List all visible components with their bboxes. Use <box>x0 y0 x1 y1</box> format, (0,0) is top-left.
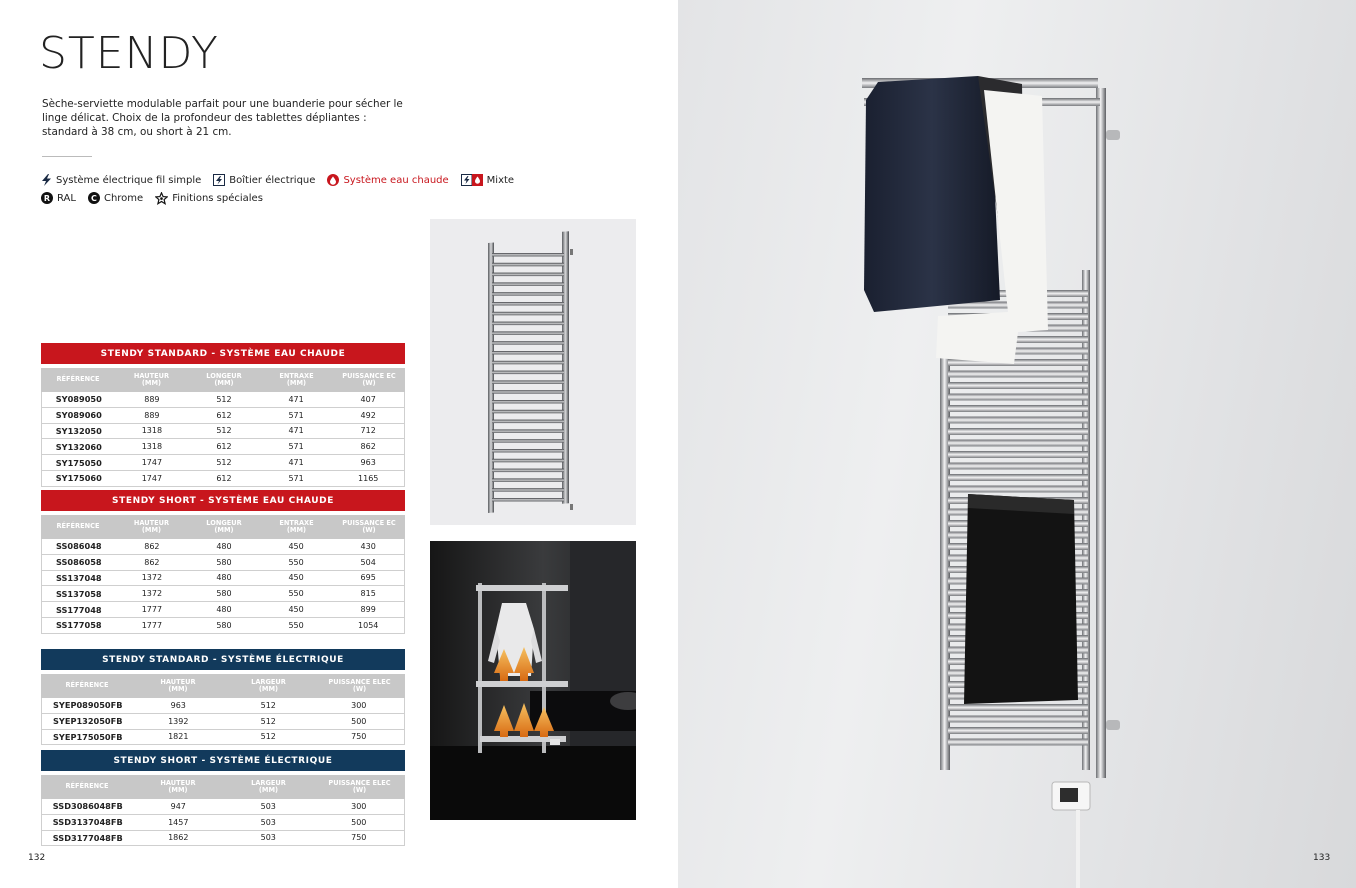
value-cell: 1392 <box>168 716 189 726</box>
value-cell: 1747 <box>141 473 163 483</box>
legend-item-chrome <box>88 192 143 204</box>
value-cell: 480 <box>216 605 232 615</box>
column-header: RÉFÉRENCE <box>56 375 100 384</box>
legend-item-boitier <box>213 174 315 186</box>
table-row <box>41 714 405 730</box>
table-standard-eau-chaude <box>41 343 405 487</box>
product-description: Sèche-serviette modulable parfait pour une buanderie pour sécher le linge délicat. Choix de la profondeur des tablettes dépliantes : standard à 38 cm, ou short à 21 cm. <box>42 98 403 138</box>
value-cell: 580 <box>216 620 232 630</box>
value-cell: 862 <box>144 557 160 567</box>
column-header: HAUTEUR (MM) <box>160 778 196 794</box>
value-cell: 512 <box>260 716 276 726</box>
ral-icon: R <box>41 192 53 204</box>
water-drop-icon <box>327 174 339 186</box>
value-cell: 612 <box>216 442 232 452</box>
value-cell: 450 <box>288 541 304 551</box>
value-cell: 862 <box>144 541 160 551</box>
legend-row-systems <box>41 171 515 189</box>
value-cell: 550 <box>288 620 304 630</box>
reference-cell: SS086058 <box>55 557 102 568</box>
reference-cell: SSD3137048FB <box>52 817 123 828</box>
electric-box-icon <box>213 174 225 186</box>
right-page-hero-photo <box>678 0 1356 888</box>
table-body <box>41 539 405 634</box>
table-row <box>41 571 405 587</box>
value-cell: 750 <box>351 732 367 742</box>
value-cell: 504 <box>360 557 376 567</box>
legend-item-eau-chaude <box>327 174 448 186</box>
hero-radiator-illustration <box>678 0 1356 888</box>
value-cell: 571 <box>288 410 304 420</box>
value-cell: 1457 <box>168 817 189 827</box>
table-row <box>41 471 405 487</box>
reference-cell: SYEP132050FB <box>53 716 123 727</box>
value-cell: 750 <box>351 833 367 843</box>
value-cell: 1862 <box>168 833 189 843</box>
value-cell: 963 <box>170 700 186 710</box>
column-header: HAUTEUR (MM) <box>133 518 170 534</box>
reference-cell: SS086048 <box>55 541 102 552</box>
value-cell: 889 <box>144 394 160 404</box>
value-cell: 480 <box>216 573 232 583</box>
value-cell: 430 <box>360 541 376 551</box>
table-row <box>41 439 405 455</box>
page-title: STENDY <box>39 28 219 79</box>
value-cell: 300 <box>351 801 367 811</box>
column-header: LARGEUR (MM) <box>251 778 286 794</box>
value-cell: 1165 <box>358 473 379 483</box>
column-header: RÉFÉRENCE <box>65 782 109 791</box>
table-row <box>41 424 405 440</box>
table-row <box>41 392 405 408</box>
reference-cell: SY132050 <box>55 425 102 436</box>
value-cell: 1054 <box>358 620 379 630</box>
value-cell: 512 <box>216 426 232 436</box>
value-cell: 492 <box>360 410 376 420</box>
value-cell: 512 <box>216 458 232 468</box>
value-cell: 471 <box>288 458 304 468</box>
reference-cell: SSD3177048FB <box>52 832 123 843</box>
legend-item-ral <box>41 192 76 204</box>
legend-item-fil-simple <box>41 174 201 186</box>
column-header: LONGEUR (MM) <box>206 518 242 534</box>
table-body <box>41 799 405 846</box>
legend-row-finishes <box>41 189 501 207</box>
table-short-electrique <box>41 750 405 846</box>
table-title: STENDY STANDARD - SYSTÈME ÉLECTRIQUE <box>41 649 405 670</box>
legend-label: RAL <box>57 192 76 204</box>
value-cell: 407 <box>360 394 376 404</box>
table-title: STENDY SHORT - SYSTÈME ÉLECTRIQUE <box>41 750 405 771</box>
column-header: ENTRAXE (MM) <box>279 371 314 387</box>
value-cell: 550 <box>288 557 304 567</box>
title-divider <box>42 156 92 157</box>
reference-cell: SS137058 <box>55 588 102 599</box>
value-cell: 612 <box>216 410 232 420</box>
table-column-headers <box>41 368 405 392</box>
reference-cell: SY132060 <box>55 441 102 452</box>
value-cell: 512 <box>260 700 276 710</box>
value-cell: 612 <box>216 473 232 483</box>
legend-label: Finitions spéciales <box>172 192 263 204</box>
lightning-icon <box>41 174 52 186</box>
value-cell: 889 <box>144 410 160 420</box>
legend-label: Système électrique fil simple <box>56 174 202 186</box>
value-cell: 550 <box>288 589 304 599</box>
table-column-headers <box>41 674 405 698</box>
table-row <box>41 586 405 602</box>
value-cell: 503 <box>260 801 276 811</box>
table-short-eau-chaude <box>41 490 405 634</box>
value-cell: 580 <box>216 557 232 567</box>
value-cell: 580 <box>216 589 232 599</box>
reference-cell: SY089050 <box>55 394 102 405</box>
column-header: PUISSANCE EC (W) <box>342 371 396 387</box>
product-photo-radiator <box>430 219 636 525</box>
legend-item-finitions <box>155 192 263 205</box>
table-row <box>41 408 405 424</box>
value-cell: 571 <box>288 473 304 483</box>
value-cell: 695 <box>360 573 376 583</box>
value-cell: 300 <box>351 700 367 710</box>
value-cell: 512 <box>260 732 276 742</box>
table-row <box>41 602 405 618</box>
page-number-right: 133 <box>1313 853 1331 863</box>
special-finish-star-icon <box>155 192 168 205</box>
value-cell: 512 <box>216 394 232 404</box>
column-header: LONGEUR (MM) <box>206 371 242 387</box>
value-cell: 450 <box>288 605 304 615</box>
column-header: RÉFÉRENCE <box>65 681 109 690</box>
table-row <box>41 539 405 555</box>
value-cell: 1318 <box>141 426 163 436</box>
column-header: PUISSANCE EC (W) <box>342 518 396 534</box>
product-photo-in-situ <box>430 541 636 820</box>
chrome-icon: C <box>88 192 100 204</box>
column-header: ENTRAXE (MM) <box>279 518 314 534</box>
reference-cell: SS177058 <box>55 620 102 631</box>
value-cell: 899 <box>360 605 376 615</box>
table-column-headers <box>41 515 405 539</box>
value-cell: 571 <box>288 442 304 452</box>
reference-cell: SY175050 <box>55 457 102 468</box>
column-header: LARGEUR (MM) <box>251 677 286 693</box>
value-cell: 1372 <box>141 589 163 599</box>
legend-item-mixte <box>461 174 514 186</box>
column-header: PUISSANCE ELEC (W) <box>328 677 391 693</box>
value-cell: 1777 <box>141 605 163 615</box>
table-row <box>41 831 405 847</box>
legend-label: Chrome <box>103 192 144 204</box>
table-standard-electrique <box>41 649 405 745</box>
legend-label: Système eau chaude <box>343 174 449 186</box>
table-row <box>41 730 405 746</box>
value-cell: 503 <box>260 833 276 843</box>
value-cell: 503 <box>260 817 276 827</box>
table-row <box>41 815 405 831</box>
value-cell: 862 <box>360 442 376 452</box>
reference-cell: SY175060 <box>55 473 102 484</box>
reference-cell: SY089060 <box>55 410 102 421</box>
value-cell: 471 <box>288 394 304 404</box>
legend <box>41 171 515 207</box>
value-cell: 500 <box>351 817 367 827</box>
table-title: STENDY STANDARD - SYSTÈME EAU CHAUDE <box>41 343 405 364</box>
value-cell: 712 <box>360 426 376 436</box>
value-cell: 480 <box>216 541 232 551</box>
table-row <box>41 698 405 714</box>
legend-label: Mixte <box>486 174 515 186</box>
value-cell: 471 <box>288 426 304 436</box>
table-column-headers <box>41 775 405 799</box>
reference-cell: SYEP175050FB <box>53 731 123 742</box>
table-body <box>41 698 405 745</box>
column-header: HAUTEUR (MM) <box>160 677 196 693</box>
column-header: HAUTEUR (MM) <box>133 371 170 387</box>
table-row <box>41 618 405 634</box>
legend-label: Boîtier électrique <box>229 174 316 186</box>
table-row <box>41 799 405 815</box>
value-cell: 815 <box>360 589 376 599</box>
table-title: STENDY SHORT - SYSTÈME EAU CHAUDE <box>41 490 405 511</box>
value-cell: 947 <box>170 801 186 811</box>
value-cell: 963 <box>360 458 376 468</box>
value-cell: 500 <box>351 716 367 726</box>
table-row <box>41 455 405 471</box>
value-cell: 1821 <box>168 732 189 742</box>
mixte-icon <box>461 174 483 186</box>
value-cell: 1747 <box>141 458 163 468</box>
value-cell: 450 <box>288 573 304 583</box>
reference-cell: SS137048 <box>55 572 102 583</box>
value-cell: 1318 <box>141 442 163 452</box>
column-header: RÉFÉRENCE <box>56 522 100 531</box>
column-header: PUISSANCE ELEC (W) <box>328 778 391 794</box>
table-row <box>41 555 405 571</box>
value-cell: 1372 <box>141 573 163 583</box>
table-body <box>41 392 405 487</box>
reference-cell: SS177048 <box>55 604 102 615</box>
reference-cell: SYEP089050FB <box>53 700 123 711</box>
value-cell: 1777 <box>141 620 163 630</box>
reference-cell: SSD3086048FB <box>52 801 123 812</box>
page-number-left: 132 <box>28 853 46 863</box>
